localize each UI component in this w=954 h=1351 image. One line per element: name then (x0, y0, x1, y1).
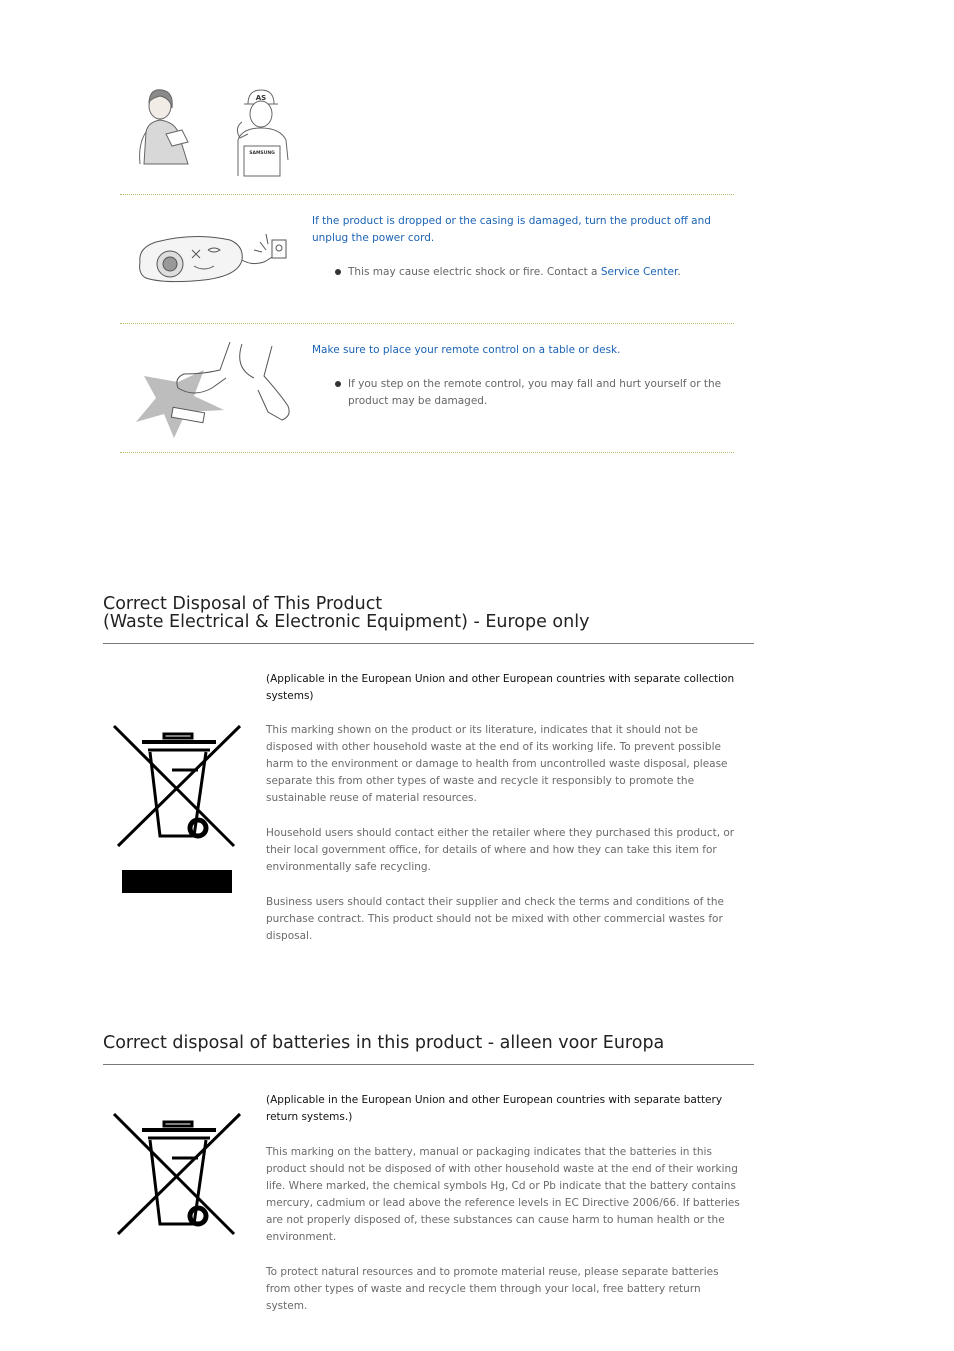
warning-title-dropped: If the product is dropped or the casing is damaged, turn the product off and unplug the power cord. (312, 215, 711, 244)
divider (120, 323, 734, 324)
weee-title-line1: Correct Disposal of This Product (103, 594, 383, 614)
weee-subtitle: (Applicable in the European Union and other European countries with separate collection systems) (266, 673, 735, 702)
warning-bullet-remote (335, 376, 743, 410)
batteries-subtitle: (Applicable in the European Union and other European countries with separate battery return systems.) (266, 1094, 723, 1123)
warning-title-remote: Make sure to place your remote control on a table or desk. (312, 344, 621, 356)
batteries-heading-rule (103, 1064, 754, 1065)
technician-board-text: SAMSUNG (249, 151, 275, 156)
crossed-out-wheelie-bin-icon (112, 722, 244, 897)
bullet-text: If you step on the remote control, you may fall and hurt yourself or the product may be damaged. (348, 378, 722, 407)
weee-paragraph: Household users should contact either the retailer where they purchased this product, or their local government office, for details of where and how they can take this item for environmentally safe recycling. (266, 827, 735, 873)
crossed-out-battery-bin-icon (112, 1110, 244, 1240)
warning-bullet-dropped (335, 264, 743, 281)
weee-paragraph: Business users should contact their supplier and check the terms and conditions of the purchase contract. This product should not be mixed with other commercial wastes for disposal. (266, 896, 724, 942)
bullet-text-end: . (677, 266, 681, 278)
weee-heading-rule (103, 643, 754, 644)
bullet-dot (335, 269, 341, 275)
service-center-link[interactable]: Service Center (600, 266, 678, 278)
batteries-paragraph: To protect natural resources and to promote material reuse, please separate batteries from other types of waste and recycle them through your local, free battery return system. (266, 1266, 719, 1312)
damaged-projector-illustration (134, 226, 294, 296)
weee-title-line2: (Waste Electrical & Electronic Equipment) - Europe only (103, 612, 590, 632)
weee-paragraph: This marking shown on the product or its literature, indicates that it should not be disposed with other household waste at the end of its working life. To prevent possible harm to the environment or damage to health from uncontrolled waste disposal, please separate this from other types of waste and recycle it responsibly to promote the sustainable reuse of material resources. (266, 724, 728, 804)
divider (120, 194, 734, 195)
bullet-text: This may cause electric shock or fire. Contact a (348, 266, 601, 278)
batteries-title: Correct disposal of batteries in this product - alleen voor Europa (103, 1033, 665, 1053)
bullet-dot (335, 381, 341, 387)
batteries-paragraph: This marking on the battery, manual or packaging indicates that the batteries in this product should not be disposed of with other household waste at the end of their working life. Where marked, the chemical symbols Hg, Cd or Pb indicate that the battery contains mercury, cadmium or lead above the reference levels in EC Directive 2006/66. If batteries are not properly disposed of, these substances can cause harm to human health or the environment. (266, 1146, 740, 1243)
divider (120, 452, 734, 453)
stepping-on-remote-illustration (134, 340, 294, 440)
contact-service-illustration (130, 84, 300, 180)
technician-cap-text: AS (255, 94, 267, 102)
